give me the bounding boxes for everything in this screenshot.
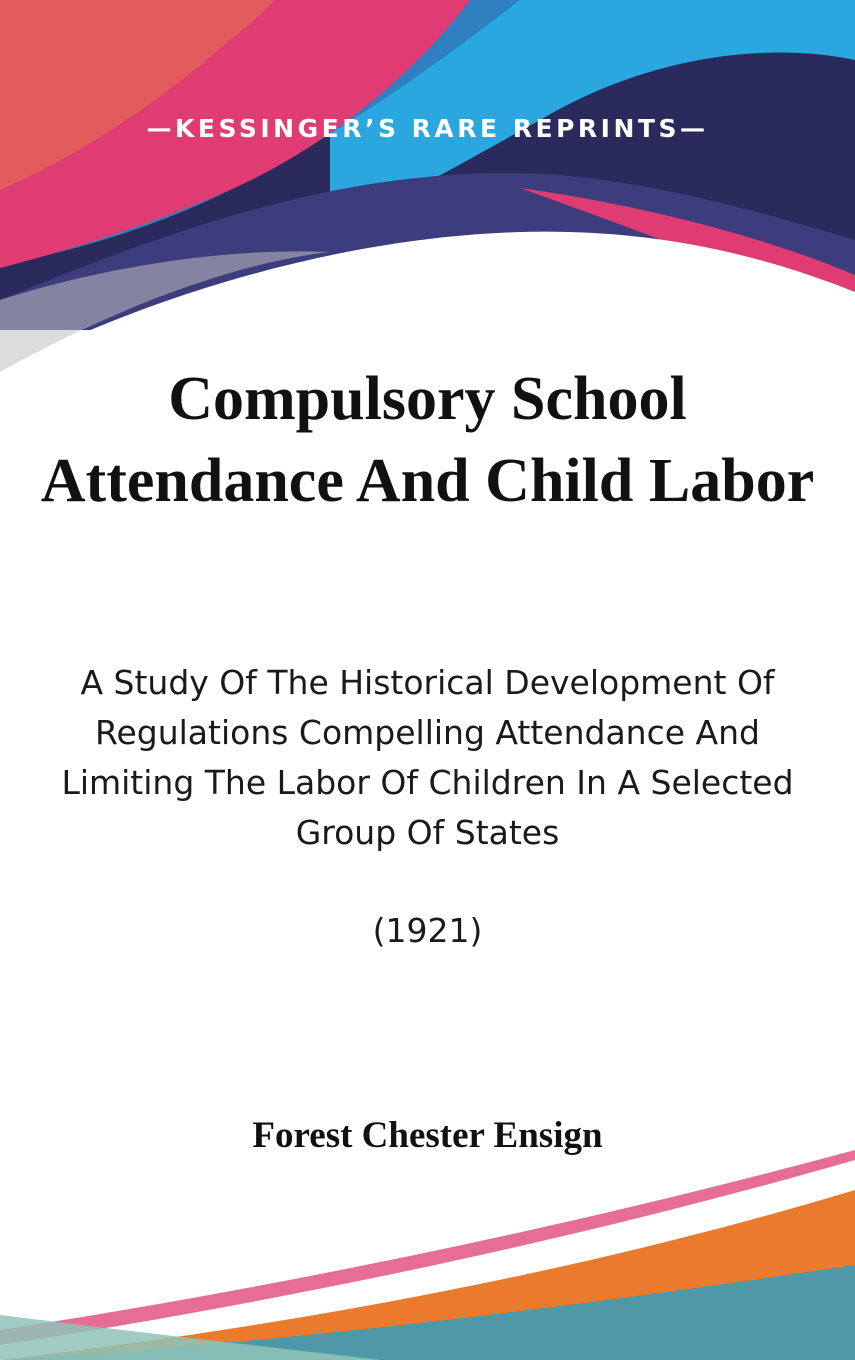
book-subtitle: A Study Of The Historical Development Of Regulations Compelling Attendance And Limiting The Labor Of Children In A Selected Group Of States <box>61 663 794 852</box>
book-author: Forest Chester Ensign <box>252 1115 603 1156</box>
publication-year: (1921) <box>372 911 483 950</box>
book-title: Compulsory School Attendance And Child Labor <box>40 365 815 515</box>
publisher-banner: —KESSINGER’S RARE REPRINTS— <box>146 114 709 143</box>
